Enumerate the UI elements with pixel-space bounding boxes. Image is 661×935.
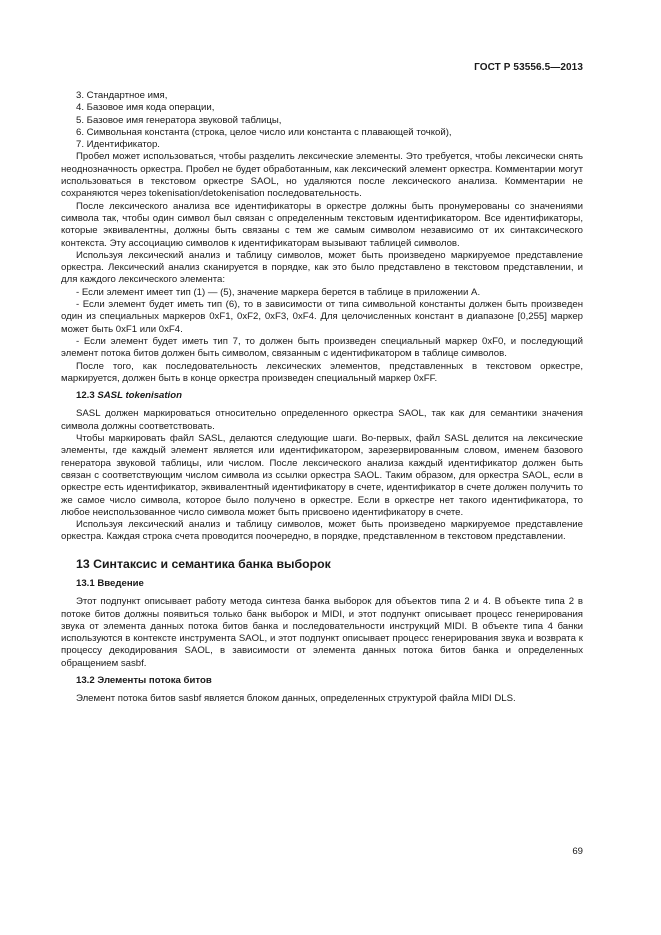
chapter-number: 13 xyxy=(76,556,90,571)
list-item: 6. Символьная константа (строка, целое число или константа с плавающей точкой), xyxy=(76,126,452,138)
paragraph: Пробел может использоваться, чтобы разделить лексические элементы. Это требуется, чтобы лексически снять неоднозначность оркестра. Пробел не будет обработанным, как лексический элемент оркестра. Комментарии могут использоваться в текстовом оркестре SAOL, но удаляются после лексического анализа. Комментарии не сохраняются через tokenisation/detokenisation последовательность. xyxy=(61,151,583,200)
section-number: 12.3 xyxy=(76,390,95,402)
paragraph: - Если элемент будет иметь тип 7, то должен быть произведен специальный маркер 0xF0, и последующий элемент потока битов должен быть символом, связанным с идентификатором в таблице символов. xyxy=(61,335,583,360)
paragraph: Используя лексический анализ и таблицу символов, может быть произведено маркируемое представление оркестра. Каждая строка счета проводится поочередно, в порядке, представленном в текстовом представлении. xyxy=(61,519,583,543)
list-item: 5. Базовое имя генератора звуковой таблицы, xyxy=(76,114,282,126)
chapter-heading-13 xyxy=(76,558,583,570)
section-heading-13-2 xyxy=(76,675,583,687)
document-header: ГОСТ Р 53556.5—2013 xyxy=(474,62,583,73)
section-title: Введение xyxy=(97,577,144,589)
section-heading-13-1 xyxy=(76,578,583,590)
section-number: 13.1 xyxy=(76,577,95,589)
page-body xyxy=(61,90,583,706)
page-number: 69 xyxy=(572,846,583,857)
paragraph: - Если элемент будет иметь тип (6), то в зависимости от типа символьной константы должен быть произведен один из специальных маркеров 0xF1, 0xF2, 0xF3, 0xF4. Для целочисленных констант в диапазоне [0,255] маркер может быть 0xF1 или 0xF4. xyxy=(61,299,583,335)
section-title: SASL tokenisation xyxy=(97,390,182,402)
section-number: 13.2 xyxy=(76,675,95,687)
paragraph: После лексического анализа все идентификаторы в оркестре должны быть пронумерованы со значениями символа так, чтобы один символ был связан с определенным текстовым идентификатором. Все идентификаторы, которые эквивалентны, должны быть связаны с тем же самым символом независимо от их синтаксического контекста. Эту ассоциацию символов к идентификаторам вызывают таблицей символов. xyxy=(61,200,583,249)
section-title: Элементы потока битов xyxy=(97,675,212,687)
paragraph: - Если элемент имеет тип (1) — (5), значение маркера берется в таблице в приложении А. xyxy=(76,286,481,298)
list-item: 7. Идентификатор. xyxy=(76,139,160,151)
paragraph: Чтобы маркировать файл SASL, делаются следующие шаги. Во-первых, файл SASL делится на лексические элементы, где каждый элемент является или идентификатором, зарезервированным словом, именем базового генератора звуковой таблицы, или числом. После лексического анализа каждый идентификатор должен быть связан с соответствующим числом символа из ссылки оркестра SAOL. Таким образом, для оркестра SAOL, если в оркестре есть идентификатор, эквивалентный идентификатору в счете, идентификатор в счете должен получить то же самое число символа, которое было получено в оркестре. Если в оркестре нет такого идентификатора, то любое неиспользованное число символа может быть присвоено идентификатору в счете. xyxy=(61,433,583,518)
paragraph: После того, как последовательность лексических элементов, представленных в текстовом оркестре, маркируется, должен быть в конце оркестра произведен специальный маркер 0xFF. xyxy=(61,360,583,384)
paragraph: SASL должен маркироваться относительно определенного оркестра SAOL, так как для семантики значения символа должны соответствовать. xyxy=(61,408,583,432)
paragraph: Используя лексический анализ и таблицу символов, может быть произведено маркируемое представление оркестра. Лексический анализ сканируется в порядке, как это было представлено в текстовом представлении, и для каждого лексического элемента: xyxy=(61,249,583,286)
chapter-title: Синтаксис и семантика банка выборок xyxy=(93,556,331,571)
list-item: 3. Стандартное имя, xyxy=(76,90,168,101)
list-item: 4. Базовое имя кода операции, xyxy=(76,102,215,114)
paragraph: Этот подпункт описывает работу метода синтеза банка выборок для объектов типа 2 и 4. В объекте типа 2 в потоке битов должны появиться только банк выборок и MIDI, и этот подпункт описывает процесс генерирования звука от элемента данных потока битов банка и последовательности инструкций MIDI. В объекте типа 4 банки используются в контексте инструмента SAOL, и этот подпункт описывает процесс генерирования звука и возврата к процессу декодирования SAOL, в зависимости от элемента данных потока битов банка и определенных обращением sasbf. xyxy=(61,596,583,669)
section-heading-12-3 xyxy=(76,390,583,402)
paragraph: Элемент потока битов sasbf является блоком данных, определенных структурой файла MIDI DLS. xyxy=(76,693,516,705)
